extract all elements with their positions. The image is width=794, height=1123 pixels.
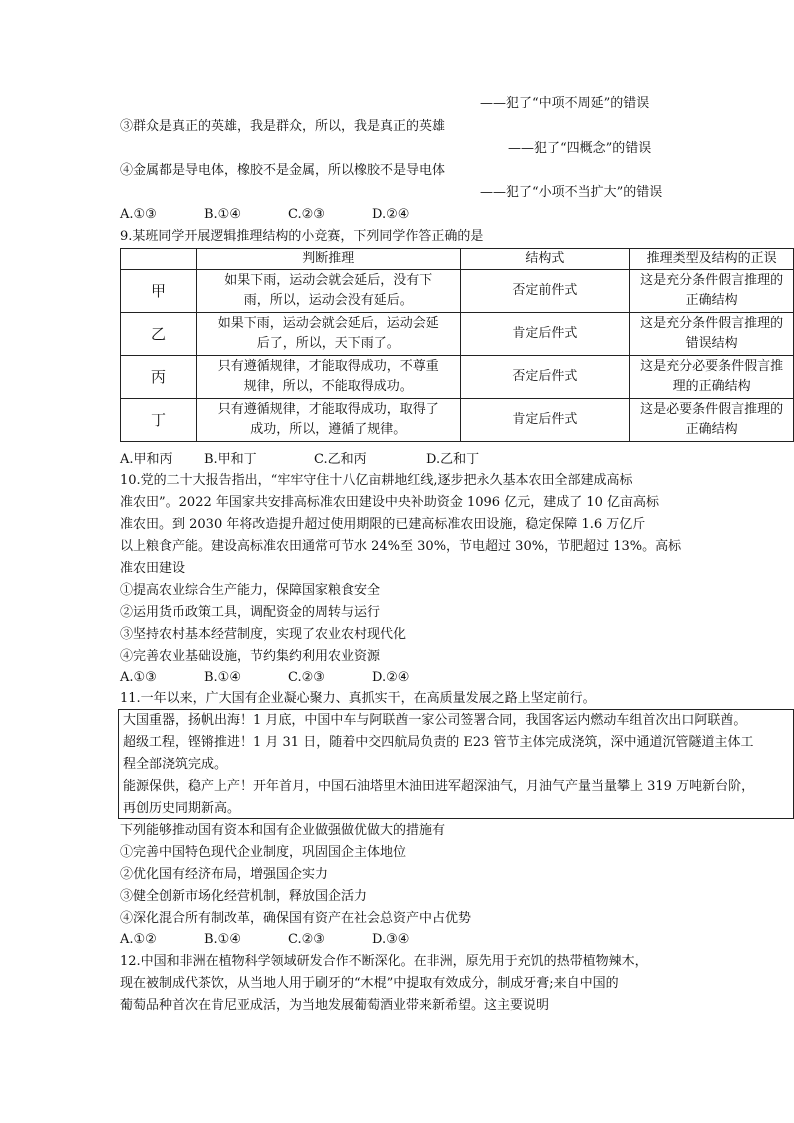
q12-line-1: 12.中国和非洲在植物科学领域研发合作不断深化。在非洲，原先用于充饥的热带植物辣木， — [120, 954, 648, 969]
q8-item-4: ④金属都是导电体，橡胶不是金属，所以橡胶不是导电体 — [120, 163, 446, 178]
q10-item-2: ②运用货币政策工具，调配资金的周转与运行 — [120, 605, 381, 620]
judgement-line: 这是必要条件假言推理的 — [640, 402, 784, 417]
reasoning-line: 只有遵循规律，才能取得成功，取得了 — [217, 402, 439, 417]
judgement-line: 正确结构 — [685, 422, 738, 437]
q9-option-b[interactable]: B.甲和丁 — [204, 452, 257, 467]
q9-option-d[interactable]: D.乙和丁 — [426, 452, 480, 467]
q10-option-c[interactable]: C.②③ — [288, 670, 325, 685]
q10-line-1: 10.党的二十大报告指出，“牢牢守住十八亿亩耕地红线,逐步把永久基本农田全部建成高标 — [120, 473, 633, 488]
reasoning-line: 如果下雨，运动会就会延后，没有下 — [224, 273, 433, 288]
table-row — [121, 399, 794, 442]
q9-options — [120, 449, 510, 471]
q11-box-line: 超级工程，铿锵推进！1 月 31 日，随着中交四航局负责的 E23 管节主体完成浇筑，深中通道沉管隧道主体工 — [123, 735, 754, 750]
q9-row-judgement — [630, 270, 794, 313]
q9-header-reasoning: 判断推理 — [196, 249, 460, 270]
reasoning-line: 雨，所以，运动会没有延后。 — [243, 293, 413, 308]
q9-header-row — [121, 249, 794, 270]
judgement-line: 这是充分条件假言推理的 — [640, 273, 784, 288]
q9-table — [120, 248, 794, 442]
q11-option-c[interactable]: C.②③ — [288, 932, 325, 947]
q11-option-b[interactable]: B.①④ — [204, 932, 241, 947]
q9-row-reasoning — [196, 270, 460, 313]
q10-item-3: ③坚持农村基本经营制度，实现了农业农村现代化 — [120, 627, 407, 642]
judgement-line: 错误结构 — [685, 336, 738, 351]
q9-row-label: 乙 — [121, 313, 197, 356]
q8-option-b[interactable]: B.①④ — [204, 207, 241, 222]
q11-question: 下列能够推动国有资本和国有企业做强做优做大的措施有 — [120, 823, 446, 838]
reasoning-line: 如果下雨，运动会就会延后，运动会延 — [217, 316, 439, 331]
q9-stem: 9.某班同学开展逻辑推理结构的小竞赛，下列同学作答正确的是 — [120, 229, 484, 244]
q9-row-structure: 肯定后件式 — [460, 399, 630, 442]
q8-error-4: ——犯了“小项不当扩大”的错误 — [480, 185, 663, 200]
q8-error-1: ——犯了“中项不周延”的错误 — [480, 96, 650, 111]
reasoning-line: 只有遵循规律，才能取得成功，不尊重 — [217, 359, 439, 374]
q12-line-3: 葡萄品种首次在肯尼亚成活，为当地发展葡萄酒业带来新希望。这主要说明 — [120, 998, 550, 1013]
q11-box-line: 大国重器，扬帆出海！1 月底，中国中车与阿联酋一家公司签署合同，我国客运内燃动车组首次出口阿联酋。 — [123, 713, 747, 728]
q11-item-2: ②优化国有经济布局，增强国企实力 — [120, 867, 329, 882]
q9-row-judgement — [630, 356, 794, 399]
reasoning-line: 后了，所以，天下雨了。 — [256, 336, 400, 351]
q11-box-line: 能源保供，稳产上产！开年首月，中国石油塔里木油田进军超深油气，月油气产量当量攀上 319 万吨新台阶， — [123, 779, 755, 794]
q8-item-3: ③群众是真正的英雄，我是群众，所以，我是真正的英雄 — [120, 119, 446, 134]
judgement-line: 理的正确结构 — [672, 379, 751, 394]
q9-header-label — [121, 249, 197, 270]
table-row — [121, 270, 794, 313]
q10-options — [120, 667, 456, 689]
q10-option-a[interactable]: A.①③ — [120, 670, 157, 685]
q9-row-reasoning — [196, 313, 460, 356]
q11-option-d[interactable]: D.③④ — [372, 932, 410, 947]
q10-option-d[interactable]: D.②④ — [372, 670, 410, 685]
q9-header-judgement: 推理类型及结构的正误 — [630, 249, 794, 270]
q10-item-4: ④完善农业基础设施，节约集约利用农业资源 — [120, 649, 381, 664]
judgement-line: 这是充分条件假言推理的 — [640, 316, 784, 331]
q11-item-1: ①完善中国特色现代企业制度，巩固国企主体地位 — [120, 845, 407, 860]
q10-line-2: 准农田”。2022 年国家共安排高标准农田建设中央补助资金 1096 亿元，建成了 10 亿亩高标 — [120, 495, 660, 510]
q10-item-1: ①提高农业综合生产能力，保障国家粮食安全 — [120, 583, 381, 598]
q8-option-c[interactable]: C.②③ — [288, 207, 325, 222]
reasoning-line: 成功，所以，遵循了规律。 — [250, 422, 407, 437]
q11-material-box — [118, 709, 794, 819]
q9-row-structure: 肯定后件式 — [460, 313, 630, 356]
q8-option-d[interactable]: D.②④ — [372, 207, 410, 222]
q11-box-line: 程全部浇筑完成。 — [123, 757, 228, 772]
q11-stem: 11.一年以来，广大国有企业凝心聚力、真抓实干，在高质量发展之路上坚定前行。 — [120, 691, 596, 706]
q8-options — [120, 204, 456, 226]
judgement-line: 这是充分必要条件假言推 — [640, 359, 784, 374]
q9-option-a[interactable]: A.甲和丙 — [120, 452, 173, 467]
q9-row-judgement — [630, 313, 794, 356]
q11-item-3: ③健全创新市场化经营机制，释放国企活力 — [120, 889, 368, 904]
q10-line-3: 准农田。到 2030 年将改造提升超过使用期限的已建高标准农田设施，稳定保障 1.6 万亿斤 — [120, 517, 646, 532]
q9-row-structure: 否定前件式 — [460, 270, 630, 313]
q9-row-reasoning — [196, 356, 460, 399]
q10-line-5: 准农田建设 — [120, 561, 186, 576]
q8-option-a[interactable]: A.①③ — [120, 207, 157, 222]
q11-item-4: ④深化混合所有制改革，确保国有资产在社会总资产中占优势 — [120, 911, 472, 926]
reasoning-line: 规律，所以，不能取得成功。 — [243, 379, 413, 394]
q10-option-b[interactable]: B.①④ — [204, 670, 241, 685]
q10-line-4: 以上粮食产能。建设高标准农田通常可节水 24%至 30%，节电超过 30%，节肥超过 13%。高标 — [120, 539, 682, 554]
q9-row-judgement — [630, 399, 794, 442]
q9-header-structure: 结构式 — [460, 249, 630, 270]
q9-row-label: 甲 — [121, 270, 197, 313]
q9-row-label: 丙 — [121, 356, 197, 399]
q9-row-structure: 否定后件式 — [460, 356, 630, 399]
table-row — [121, 313, 794, 356]
q12-line-2: 现在被制成代茶饮，从当地人用于刷牙的“木棍”中提取有效成分，制成牙膏;来自中国的 — [120, 976, 619, 991]
q11-option-a[interactable]: A.①② — [120, 932, 157, 947]
q11-box-line: 再创历史同期新高。 — [123, 801, 241, 816]
q8-error-3: ——犯了“四概念”的错误 — [508, 141, 652, 156]
q9-row-reasoning — [196, 399, 460, 442]
q9-option-c[interactable]: C.乙和丙 — [314, 452, 367, 467]
judgement-line: 正确结构 — [685, 293, 738, 308]
q11-options — [120, 929, 456, 951]
table-row — [121, 356, 794, 399]
q9-row-label: 丁 — [121, 399, 197, 442]
